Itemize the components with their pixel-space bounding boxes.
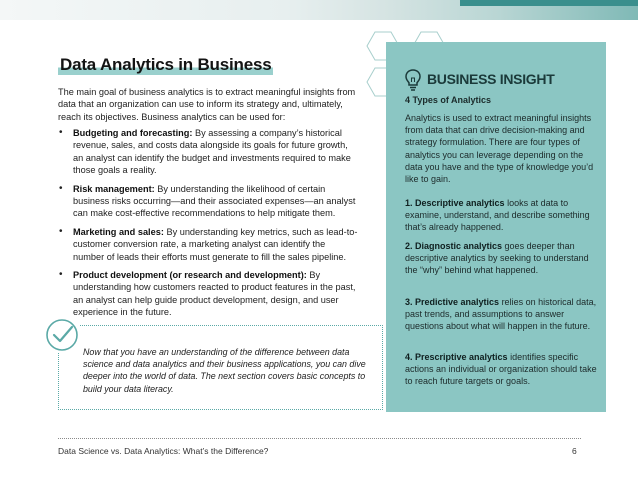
list-item-term: Product development (or research and development): bbox=[73, 270, 307, 281]
footer-divider bbox=[58, 438, 581, 439]
callout-border-left bbox=[58, 353, 59, 410]
page-title: Data Analytics in Business bbox=[60, 55, 272, 74]
insight-title: BUSINESS INSIGHT bbox=[427, 71, 555, 87]
list-item-term: Budgeting and forecasting: bbox=[73, 128, 193, 138]
page-number: 6 bbox=[572, 446, 577, 456]
list-item-text: By understanding the likelihood of certain business risks occurring—and their associated expenses—an analyst can make cost-effective recommendations to help mitigate them. bbox=[73, 183, 356, 219]
top-accent-strip bbox=[460, 0, 638, 6]
analytics-type-item bbox=[405, 197, 600, 234]
footer-title: Data Science vs. Data Analytics: What’s the Difference? bbox=[58, 446, 269, 456]
analytics-type-item bbox=[405, 296, 600, 333]
bullet-icon: • bbox=[59, 225, 63, 237]
list-item bbox=[58, 127, 358, 177]
list-item-term: Marketing and sales: bbox=[73, 226, 164, 237]
list-item-text: By assessing a company’s historical revenue, sales, and costs data alongside its goals for future growth, an analyst can identify the budget and investments required to make those goals a reality. bbox=[73, 128, 351, 176]
insight-intro: Analytics is used to extract meaningful insights from data that can drive decision-making and strategy formulation. There are four types of analytics you can leverage depending on the data you have and the type of knowledge you’d like to gain. bbox=[405, 113, 594, 185]
bullet-icon: • bbox=[59, 269, 63, 281]
analytics-type-term: 1. Descriptive analytics bbox=[405, 198, 505, 208]
analytics-type-item bbox=[405, 240, 600, 277]
list-item-term: Risk management: bbox=[73, 183, 155, 194]
intro-paragraph: The main goal of business analytics is to extract meaningful insights from data that an organization can use to inform its strategy and, ultimately, reach its objectives. Business analytics can be used for: bbox=[58, 87, 356, 122]
list-item bbox=[58, 183, 358, 220]
insight-subtitle: 4 Types of Analytics bbox=[405, 95, 492, 105]
list-item-text: By understanding key metrics, such as lead-to-customer conversion rate, a marketing analyst can identify the number of leads their efforts must generate to fill the sales pipeline. bbox=[73, 226, 358, 262]
analytics-type-text: looks at data to examine, understand, and describe something that’s already happened. bbox=[405, 198, 590, 233]
analytics-type-term: 3. Predictive analytics bbox=[405, 297, 500, 307]
analytics-type-term: 2. Diagnostic analytics bbox=[405, 241, 503, 251]
analytics-type-text: relies on historical data, past trends, and assumptions to answer questions about what will happen in the future. bbox=[405, 297, 597, 332]
analytics-type-term: 4. Prescriptive analytics bbox=[405, 352, 508, 362]
list-item bbox=[58, 269, 358, 319]
analytics-type-text: goes deeper than descriptive analytics by seeking to understand the “why” behind what happened. bbox=[405, 241, 589, 276]
bullet-icon: • bbox=[59, 182, 63, 194]
uses-list bbox=[58, 127, 358, 325]
analytics-type-item bbox=[405, 351, 600, 388]
list-item-text: By understanding how customers reacted to product features in the past, an analyst can help guide product development, design, and user experience in the future. bbox=[73, 270, 356, 318]
bullet-icon: • bbox=[59, 127, 63, 138]
analytics-type-text: identifies specific actions an individual or organization should take to reach future targets or goals. bbox=[405, 352, 597, 387]
callout-text: Now that you have an understanding of the difference between data science and data analytics and their business applications, you can dive deeper into the world of data. The next section covers basic concepts to build your data literacy. bbox=[83, 347, 366, 394]
list-item bbox=[58, 226, 358, 263]
top-decorative-band bbox=[0, 0, 638, 20]
checkmark-circle-icon bbox=[45, 318, 79, 352]
lightbulb-icon bbox=[405, 69, 421, 91]
